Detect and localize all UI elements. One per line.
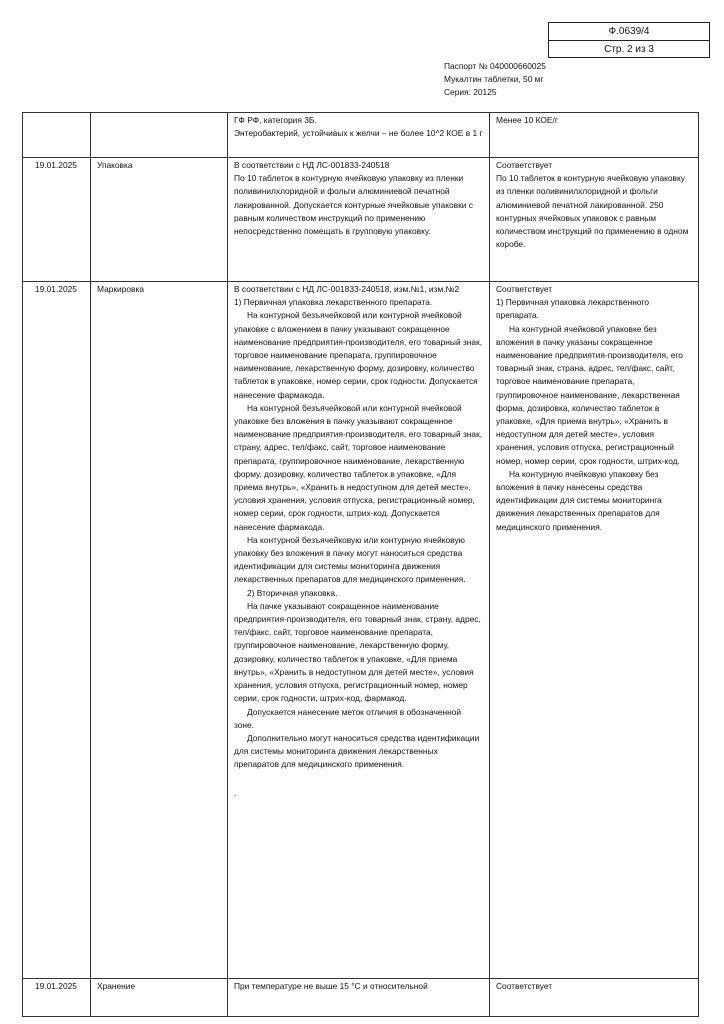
test-name-cell: Маркировка — [91, 282, 228, 979]
result-text: Соответствует — [496, 160, 553, 170]
blank-line — [234, 772, 483, 785]
result-cell — [490, 113, 699, 158]
result-text: По 10 таблеток в контурную ячейковую упаковку из пленки поливинилхлоридной и фольги алюминиевой печатной лакированной. 250 контурных ячейковых упаковок с равным количеством инструкций по применению в одном коробе. — [496, 173, 689, 250]
table-row — [23, 158, 699, 282]
result-text: На контурную ячейковую упаковку без вложения в пачку нанесены средства идентификации для системы мониторинга движения лекарственных препаратов для медицинского применения. — [496, 468, 662, 532]
test-results-table — [22, 112, 699, 1017]
requirement-cell — [228, 158, 490, 282]
result-text: Соответствует — [496, 284, 553, 294]
test-name-cell: Хранение — [91, 979, 228, 1017]
test-name-cell: Упаковка — [91, 158, 228, 282]
requirement-text: 1) Первичная упаковка лекарственного препарата. — [234, 297, 433, 308]
product-name: Мукалтин таблетки, 50 мг — [444, 74, 544, 84]
series-number: Серия: 20125 — [444, 87, 497, 97]
result-text: На контурной ячейковой упаковке без вложения в пачку указаны сокращенное наименование предприятия-производителя, его товарный знак, страна, адрес, тел/факс, сайт, торговое наименование препарата, группировочное наименование, лекарственная форма, дозировка, количество таблеток в упаковке, «Для приема внутрь», «Хранить в недоступном для детей месте», условия хранения, условия отпуска, регистрационный номер, номер серии, срок годности, штрих-код. — [496, 323, 683, 466]
result-text: Менее 10 КОЕ/г — [496, 115, 558, 125]
result-cell — [490, 158, 699, 282]
passport-header — [444, 60, 546, 99]
table-row — [23, 282, 699, 979]
requirement-cell — [228, 979, 490, 1017]
requirement-text: 2) Вторичная упаковка. — [247, 587, 338, 598]
passport-number: Паспорт № 040000660025 — [444, 61, 546, 71]
requirement-text: Дополнительно могут наноситься средства идентификации для системы мониторинга движения лекарственных препаратов для медицинского применения. — [234, 732, 480, 770]
date-cell: 19.01.2025 — [23, 282, 91, 979]
table-row — [23, 979, 699, 1017]
form-code-box — [548, 22, 710, 58]
result-cell — [490, 979, 699, 1017]
test-name-cell — [91, 113, 228, 158]
requirement-text: Энтеробактерий, устойчивых к желчи – не более 10^2 КОЕ в 1 г — [234, 128, 483, 139]
requirement-text: На пачке указывают сокращенное наименование предприятия-производителя, его товарный знак, страну, адрес, тел/факс, сайт, торговое наименование препарата, группировочное наименование, лекарственную форму, дозировку, количество таблеток в упаковке, «Для приема внутрь», «Хранить в недоступном для детей месте», условия хранения, условия отпуска, регистрационный номер, номер серии, срок годности, штрих-код, фармакод. — [234, 600, 481, 704]
table-row — [23, 113, 699, 158]
requirement-text: При температуре не выше 15 °С и относительной — [234, 981, 428, 991]
requirement-cell — [228, 113, 490, 158]
requirement-text: . — [234, 787, 237, 798]
date-cell: 19.01.2025 — [23, 979, 91, 1017]
requirement-text: ГФ РФ, категория 3Б. — [234, 115, 317, 125]
requirement-cell — [228, 282, 490, 979]
date-cell — [23, 113, 91, 158]
date-cell: 19.01.2025 — [23, 158, 91, 282]
requirement-text: В соответствии с НД ЛС-001833-240518 — [234, 160, 390, 170]
form-code: Ф.0639/4 — [608, 26, 650, 37]
requirement-text: На контурной безъячейковой или контурной ячейковой упаковке с вложением в пачку указывают сокращенное наименование предприятия-производителя, его товарный знак, торговое наименование препарата, группировочное наименование, лекарственную форму, дозировку, количество таблеток в упаковке, номер серии, срок годности. Допускается нанесение фармакода. — [234, 310, 483, 400]
result-text: Соответствует — [496, 981, 553, 991]
result-text: 1) Первичная упаковка лекарственного препарата. — [496, 297, 650, 321]
requirement-text: По 10 таблеток в контурную ячейковую упаковку из пленки поливинилхлоридной и фольги алюминиевой печатной лакированной. Допускается контурные ячейковые упаковки с равным количеством инструкций по применению непосредственно помещать в групповую упаковку. — [234, 173, 473, 237]
result-cell — [490, 282, 699, 979]
requirement-text: В соответствии с НД ЛС-001833-240518, изм.№1, изм.№2 — [234, 284, 460, 294]
requirement-text: Допускается нанесение меток отличия в обозначенной зоне. — [234, 706, 462, 730]
requirement-text: На контурной безъячейковую или контурную ячейковую упаковку без вложения в пачку могут наноситься средства идентификации для системы мониторинга движения лекарственных препаратов для медицинского применения. — [234, 534, 466, 585]
page-counter: Стр. 2 из 3 — [549, 40, 709, 58]
requirement-text: На контурной безъячейковой или контурной ячейковой упаковке без вложения в пачку указывают сокращенное наименование предприятия-производителя, его товарный знак, страну, адрес, тел/факс, сайт, торговое наименование препарата, группировочное наименование, лекарственную форму, дозировку, количество таблеток в упаковке, «Для приема внутрь», «Хранить в недоступном для детей месте», условия хранения, условия отпуска, регистрационный номер, номер серии, срок годности, штрих-код. Допускается нанесение фармакода. — [234, 402, 483, 532]
